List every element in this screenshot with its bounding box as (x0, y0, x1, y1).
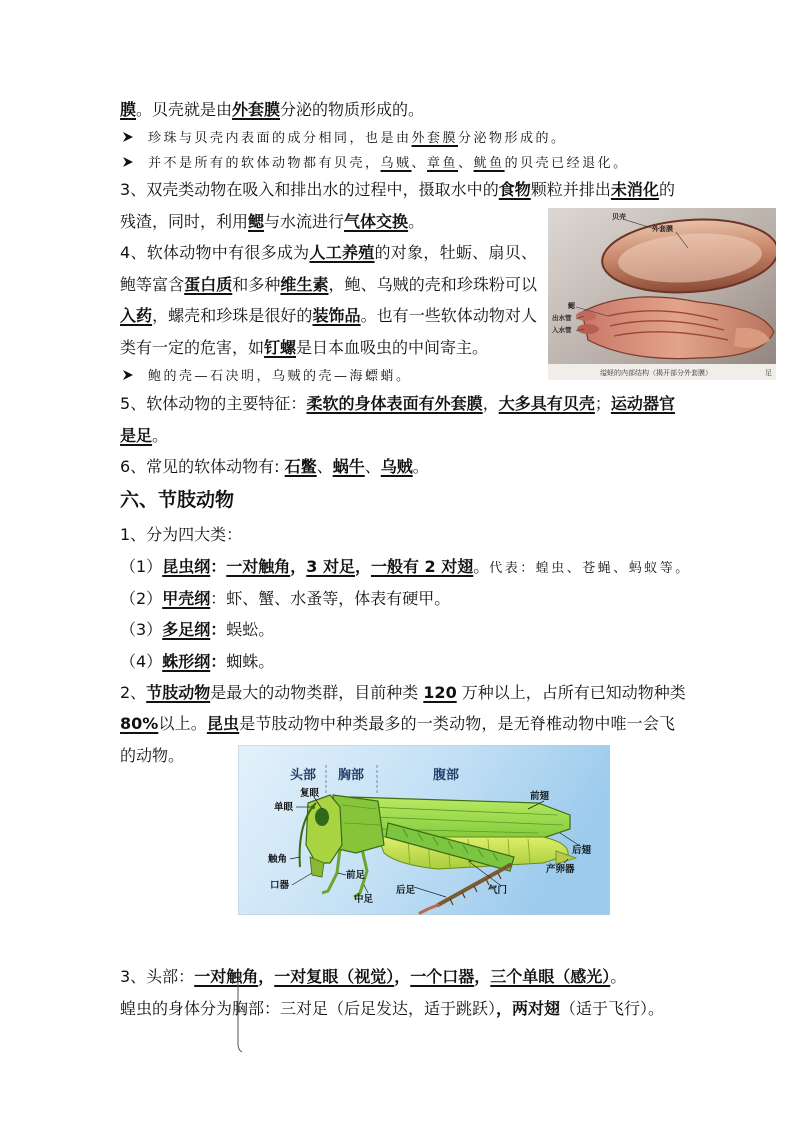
text-run: 。也有一些软体动物对人 (360, 306, 537, 325)
section-label-head: 头部 (290, 768, 317, 783)
key-term: 甲壳纲 (162, 589, 211, 608)
text-run: 分泌的物质形成的。 (280, 100, 425, 119)
key-term: 是足 (120, 426, 153, 445)
handwritten-note-text: 的贝壳已经退化。 (504, 156, 629, 171)
text-run: 颗粒并排出 (530, 180, 611, 199)
key-term: 维生素 (280, 275, 329, 294)
text-line (120, 393, 675, 415)
clam-anatomy-figure (548, 208, 776, 380)
bold-text: ， (474, 967, 491, 986)
text-line (120, 713, 675, 735)
handwritten-note-text: 代表：蝗虫、苍蝇、蚂蚁等。 (489, 561, 691, 576)
bold-text: ： (210, 557, 227, 576)
key-term: 80% (120, 714, 159, 733)
text-run: 是日本血吸虫的中间寄主。 (296, 338, 489, 357)
text-run: （2） (120, 589, 163, 608)
key-term: 蛋白质 (184, 275, 233, 294)
text-run: 。 (408, 212, 425, 231)
key-term: 蜗牛 (332, 457, 365, 476)
note-line (148, 364, 412, 386)
key-term: 膜 (120, 100, 137, 119)
label-ovipositor: 产卵器 (546, 864, 575, 875)
key-term: 乌贼 (380, 156, 412, 171)
text-run: 是节肢动物中种类最多的一类动物，是无脊椎动物中唯一会飞 (239, 714, 675, 733)
text-line (120, 274, 537, 296)
text-line (120, 425, 168, 447)
key-term: 三个单眼（感光） (490, 967, 611, 986)
text-run: 3、头部： (120, 967, 195, 986)
key-term: 昆虫纲 (162, 557, 211, 576)
key-term: 蛛形纲 (162, 652, 211, 671)
label-antenna: 触角 (268, 854, 288, 865)
text-line (120, 556, 691, 578)
text-run: 鲍等富含 (120, 275, 185, 294)
text-line (120, 211, 424, 233)
key-term: 钉螺 (264, 338, 297, 357)
text-run: 。 (412, 457, 429, 476)
arrow-bullet-icon (122, 131, 134, 143)
label-excurrent-siphon: 出水管 (552, 314, 572, 322)
label-mantle: 外套膜 (652, 225, 673, 233)
label-hindleg: 后足 (396, 885, 416, 896)
text-run: ，鲍、乌贼的壳和珍珠粉可以 (328, 275, 537, 294)
bold-text: ： (210, 652, 227, 671)
label-foot: 足 (765, 369, 772, 377)
key-term: 装饰品 (312, 306, 361, 325)
bold-text: ， (354, 557, 371, 576)
key-term: 多足纲 (162, 620, 211, 639)
key-term: 未消化 (610, 180, 659, 199)
text-run: 4、软体动物中有很多成为 (120, 243, 310, 262)
label-hindwing: 后翅 (572, 845, 592, 856)
grasshopper-head (306, 795, 342, 863)
text-run: 万种以上，占所有已知动物种类 (456, 683, 686, 702)
key-term: 鳃 (248, 212, 265, 231)
section-label-abdomen: 腹部 (433, 768, 460, 783)
key-term: 大多具有贝壳 (498, 394, 595, 413)
handwritten-note-text: 、 (411, 156, 428, 171)
key-term: 节肢动物 (146, 683, 211, 702)
text-run: （1） (120, 557, 163, 576)
text-run: 的 (658, 180, 675, 199)
label-foreleg: 前足 (346, 870, 366, 881)
section-heading: 六、节肢动物 (120, 489, 235, 511)
text-run: 与水流进行 (264, 212, 345, 231)
handwritten-note-text: 鲍的壳—石决明，乌贼的壳—海螵蛸。 (148, 369, 412, 384)
text-run: 3、双壳类动物在吸入和排出水的过程中，摄取水中的 (120, 180, 499, 199)
text-run: 以上。 (158, 714, 207, 733)
key-term: 一对触角 (226, 557, 291, 576)
text-line (120, 745, 184, 767)
text-run: 1、分为四大类： (120, 525, 243, 544)
text-line (120, 179, 675, 201)
bold-text: ： (210, 620, 227, 639)
text-run: 。 (152, 426, 169, 445)
handwritten-note-text: 珍珠与贝壳内表面的成分相同，也是由 (148, 131, 412, 146)
label-shell: 贝壳 (612, 213, 626, 221)
key-term: 运动器官 (610, 394, 675, 413)
text-run: 蜘蛛。 (226, 652, 275, 671)
key-term: 入药 (120, 306, 153, 325)
text-run: ； (594, 394, 611, 413)
text-line (120, 337, 488, 359)
text-line (120, 619, 274, 641)
key-term: 一对触角 (194, 967, 259, 986)
text-run: 、 (364, 457, 381, 476)
key-term: 乌贼 (380, 457, 413, 476)
text-run: （适于飞行）。 (560, 999, 665, 1018)
text-run: ， (482, 394, 499, 413)
text-line (120, 966, 626, 988)
grasshopper-compound-eye (315, 808, 329, 826)
label-spiracle: 气门 (488, 885, 508, 896)
text-run: 类有一定的危害，如 (120, 338, 265, 357)
bold-text: ，两对翅 (496, 999, 561, 1018)
text-line (120, 651, 274, 673)
text-run: 、 (316, 457, 333, 476)
key-term: 人工养殖 (309, 243, 375, 262)
section-label-thorax: 胸部 (338, 768, 365, 783)
key-term: 气体交换 (344, 212, 409, 231)
label-mouthparts: 口器 (270, 880, 290, 891)
label-midleg: 中足 (354, 894, 374, 905)
bracket-line (238, 976, 242, 1052)
key-term: 昆虫 (206, 714, 240, 733)
key-term: 柔软的身体表面有外套膜 (306, 394, 483, 413)
text-run: （4） (120, 652, 163, 671)
text-line (120, 682, 686, 704)
key-term: 3 对足 (306, 557, 355, 576)
key-term: 石鳖 (284, 457, 317, 476)
text-run: 2、 (120, 683, 147, 702)
text-run: 5、软体动物的主要特征： (120, 394, 307, 413)
text-run: 残渣，同时，利用 (120, 212, 249, 231)
figure-caption: 缢蛏的内部结构（揭开部分外套膜） (600, 369, 712, 377)
bold-text: ， (290, 557, 307, 576)
grasshopper-anatomy-figure (238, 745, 610, 915)
clam-incurrent-siphon (577, 324, 599, 334)
key-term: 外套膜 (411, 131, 459, 146)
text-run: 。 (473, 557, 490, 576)
note-line (148, 126, 567, 148)
text-line (120, 998, 664, 1020)
handwritten-note-text: 并不是所有的软体动物都有贝壳， (148, 156, 381, 171)
label-forewing: 前翅 (530, 791, 550, 802)
bold-text: ， (258, 967, 275, 986)
key-term: 食物 (498, 180, 531, 199)
bracket-mark (228, 974, 252, 1054)
text-line (120, 588, 450, 610)
text-run: 6、常见的软体动物有: (120, 457, 285, 476)
text-run: 蝗虫的身体分为胸部：三对足（后足发达，适于跳跃） (120, 999, 497, 1018)
label-compound-eye: 复眼 (300, 788, 320, 799)
text-run: 的对象，牡蛎、扇贝、 (374, 243, 537, 262)
key-term: 一对复眼（视觉） (274, 967, 395, 986)
note-line (148, 151, 629, 173)
text-run: 。贝壳就是由 (136, 100, 233, 119)
text-line (120, 99, 424, 121)
handwritten-note-text: 分泌物形成的。 (458, 131, 567, 146)
text-run: 。 (610, 967, 627, 986)
bold-text: ， (394, 967, 411, 986)
text-line (120, 456, 429, 478)
key-term: 外套膜 (232, 100, 281, 119)
label-gill: 鳃 (568, 302, 575, 310)
text-run: （3） (120, 620, 163, 639)
text-run: 的动物。 (120, 746, 185, 765)
label-simple-eye: 单眼 (274, 802, 294, 813)
text-line (120, 242, 537, 264)
text-run: ，螺壳和珍珠是很好的 (152, 306, 313, 325)
clam-excurrent-siphon (576, 311, 596, 321)
label-incurrent-siphon: 入水管 (552, 326, 572, 334)
text-run: 是最大的动物类群，目前种类 (210, 683, 424, 702)
text-line (120, 524, 242, 546)
text-line (120, 305, 537, 327)
handwritten-note-text: 、 (458, 156, 474, 171)
key-term: 鱿鱼 (473, 156, 505, 171)
key-term: 一般有 2 对翅 (370, 557, 474, 576)
text-run: ：虾、蟹、水蚤等，体表有硬甲。 (210, 589, 451, 608)
arrow-bullet-icon (122, 369, 134, 381)
text-run: 和多种 (232, 275, 281, 294)
key-term: 一个口器 (410, 967, 475, 986)
arrow-bullet-icon (122, 156, 134, 168)
key-term: 章鱼 (427, 156, 459, 171)
text-run: 蜈蚣。 (226, 620, 275, 639)
key-term: 120 (423, 683, 457, 702)
